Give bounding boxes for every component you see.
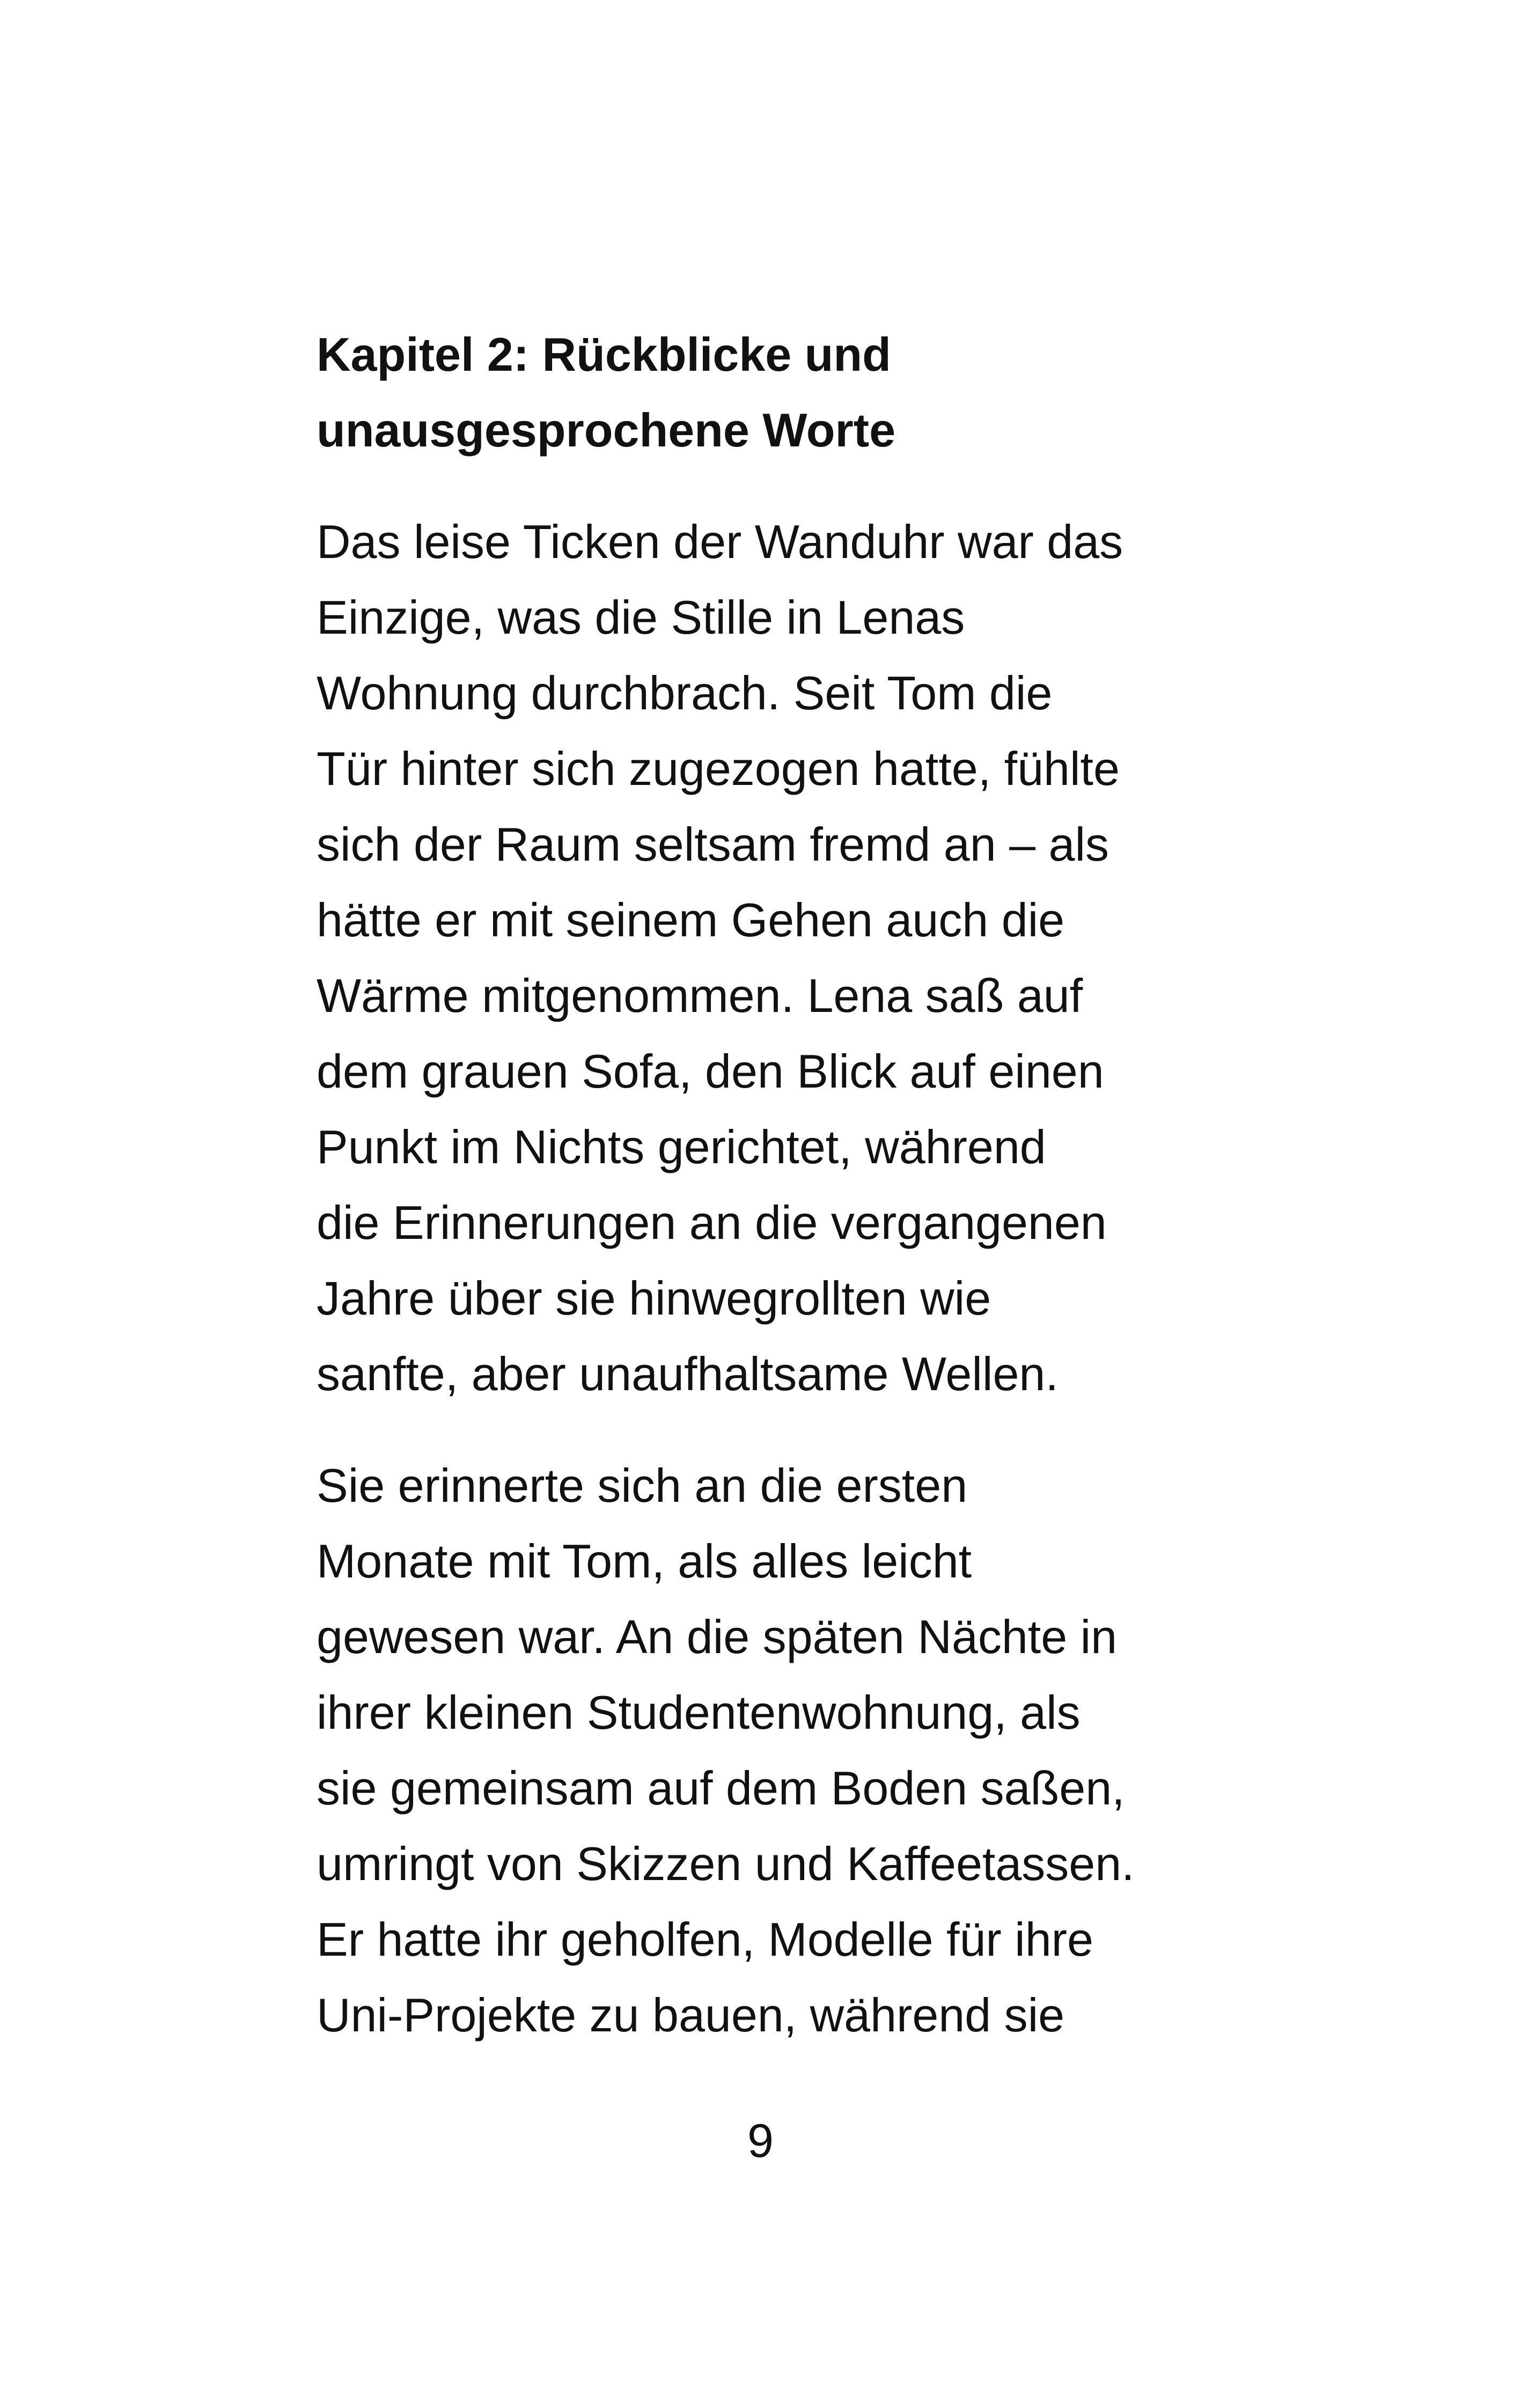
text-line: die Erinnerungen an die vergangenen bbox=[317, 1196, 1107, 1249]
text-line: hätte er mit seinem Gehen auch die bbox=[317, 893, 1065, 946]
text-line: Sie erinnerte sich an die ersten bbox=[317, 1459, 968, 1512]
paragraph-1 bbox=[317, 504, 1229, 1412]
text-line: Das leise Ticken der Wanduhr war das bbox=[317, 515, 1123, 568]
text-line: sich der Raum seltsam fremd an – als bbox=[317, 818, 1109, 871]
text-line: Er hatte ihr geholfen, Modelle für ihre bbox=[317, 1913, 1093, 1966]
chapter-title-line: Kapitel 2: Rückblicke und bbox=[317, 328, 891, 381]
text-line: Wärme mitgenommen. Lena saß auf bbox=[317, 969, 1083, 1022]
paragraph-2 bbox=[317, 1448, 1229, 2053]
page-content bbox=[317, 317, 1229, 2053]
chapter-title bbox=[317, 317, 1229, 468]
text-line: Tür hinter sich zugezogen hatte, fühlte bbox=[317, 742, 1120, 795]
text-line: ihrer kleinen Studentenwohnung, als bbox=[317, 1686, 1081, 1739]
text-line: Monate mit Tom, als alles leicht bbox=[317, 1535, 972, 1588]
text-line: sie gemeinsam auf dem Boden saßen, bbox=[317, 1761, 1125, 1815]
text-line: sanfte, aber unaufhaltsame Wellen. bbox=[317, 1347, 1059, 1400]
text-line: gewesen war. An die späten Nächte in bbox=[317, 1610, 1118, 1663]
text-line: Einzige, was die Stille in Lenas bbox=[317, 591, 965, 644]
text-line: Uni-Projekte zu bauen, während sie bbox=[317, 1988, 1065, 2042]
text-line: Punkt im Nichts gerichtet, während bbox=[317, 1120, 1046, 1173]
text-line: Jahre über sie hinwegrollten wie bbox=[317, 1272, 991, 1325]
chapter-title-line: unausgesprochene Worte bbox=[317, 403, 896, 457]
text-line: dem grauen Sofa, den Blick auf einen bbox=[317, 1045, 1104, 1098]
text-line: Wohnung durchbrach. Seit Tom die bbox=[317, 666, 1053, 720]
text-line: umringt von Skizzen und Kaffeetassen. bbox=[317, 1837, 1135, 1890]
page-number: 9 bbox=[747, 2114, 774, 2167]
